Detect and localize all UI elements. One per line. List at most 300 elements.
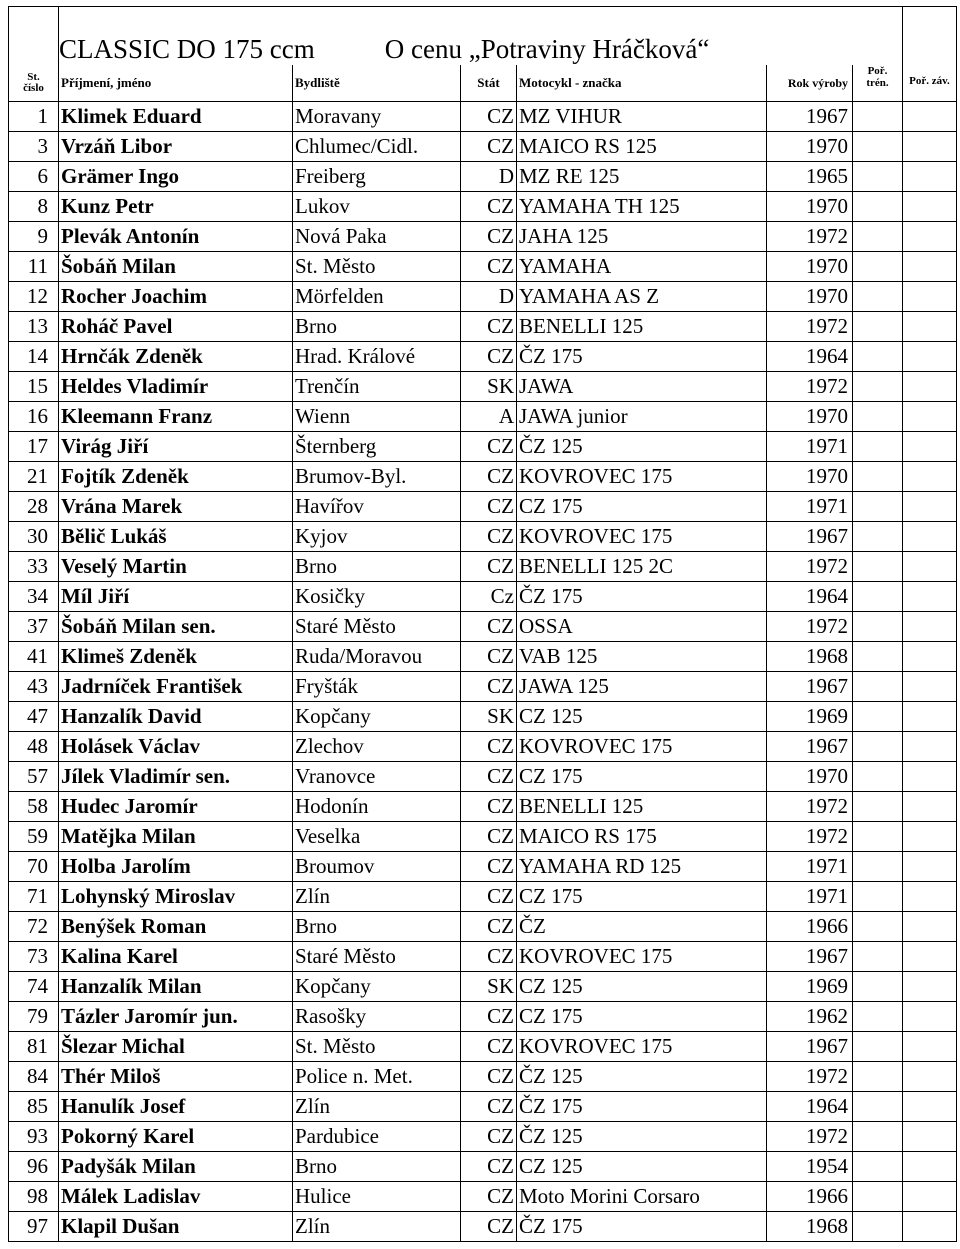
race-position-cell bbox=[903, 912, 957, 942]
year-cell: 1972 bbox=[767, 1122, 853, 1152]
rider-name-cell: Hudec Jaromír bbox=[59, 792, 293, 822]
race-position-cell bbox=[903, 1092, 957, 1122]
motorcycle-cell: CZ 125 bbox=[517, 972, 767, 1002]
start-number-cell: 6 bbox=[9, 162, 59, 192]
country-cell: CZ bbox=[461, 672, 517, 702]
start-number-cell: 57 bbox=[9, 762, 59, 792]
start-number-cell: 3 bbox=[9, 132, 59, 162]
rider-name-cell: Heldes Vladimír bbox=[59, 372, 293, 402]
country-cell: CZ bbox=[461, 762, 517, 792]
page-title: CLASSIC DO 175 ccm bbox=[59, 34, 315, 64]
start-number-cell: 71 bbox=[9, 882, 59, 912]
training-position-cell bbox=[853, 222, 903, 252]
race-position-cell bbox=[903, 942, 957, 972]
motorcycle-cell: MZ VIHUR bbox=[517, 102, 767, 132]
race-position-cell bbox=[903, 522, 957, 552]
residence-cell: Broumov bbox=[293, 852, 461, 882]
country-cell: CZ bbox=[461, 432, 517, 462]
residence-cell: Šternberg bbox=[293, 432, 461, 462]
training-position-cell bbox=[853, 942, 903, 972]
training-position-cell bbox=[853, 582, 903, 612]
residence-cell: Nová Paka bbox=[293, 222, 461, 252]
country-cell: A bbox=[461, 402, 517, 432]
race-position-cell bbox=[903, 372, 957, 402]
start-number-cell: 59 bbox=[9, 822, 59, 852]
table-row bbox=[9, 1032, 957, 1062]
start-number-cell: 9 bbox=[9, 222, 59, 252]
title-spacer-cell bbox=[9, 7, 59, 66]
year-cell: 1971 bbox=[767, 432, 853, 462]
country-cell: CZ bbox=[461, 1002, 517, 1032]
motorcycle-cell: ČZ 125 bbox=[517, 432, 767, 462]
training-position-cell bbox=[853, 672, 903, 702]
race-position-cell bbox=[903, 702, 957, 732]
start-number-cell: 34 bbox=[9, 582, 59, 612]
residence-cell: Chlumec/Cidl. bbox=[293, 132, 461, 162]
table-row bbox=[9, 792, 957, 822]
year-cell: 1967 bbox=[767, 732, 853, 762]
residence-cell: Brno bbox=[293, 312, 461, 342]
rider-name-cell: Klimeš Zdeněk bbox=[59, 642, 293, 672]
table-row bbox=[9, 762, 957, 792]
year-cell: 1972 bbox=[767, 312, 853, 342]
rider-name-cell: Veselý Martin bbox=[59, 552, 293, 582]
motorcycle-cell: BENELLI 125 bbox=[517, 312, 767, 342]
rider-name-cell: Kalina Karel bbox=[59, 942, 293, 972]
start-number-cell: 93 bbox=[9, 1122, 59, 1152]
start-number-cell: 21 bbox=[9, 462, 59, 492]
country-cell: SK bbox=[461, 372, 517, 402]
start-number-cell: 98 bbox=[9, 1182, 59, 1212]
training-position-cell bbox=[853, 492, 903, 522]
start-number-cell: 79 bbox=[9, 1002, 59, 1032]
table-row bbox=[9, 852, 957, 882]
start-number-cell: 97 bbox=[9, 1212, 59, 1242]
race-position-cell bbox=[903, 162, 957, 192]
motorcycle-cell: JAHA 125 bbox=[517, 222, 767, 252]
table-row bbox=[9, 102, 957, 132]
race-position-cell bbox=[903, 762, 957, 792]
residence-cell: Zlín bbox=[293, 1092, 461, 1122]
year-cell: 1972 bbox=[767, 1062, 853, 1092]
race-position-cell bbox=[903, 1002, 957, 1032]
rider-name-cell: Hanzalík David bbox=[59, 702, 293, 732]
year-cell: 1972 bbox=[767, 222, 853, 252]
training-position-cell bbox=[853, 342, 903, 372]
start-number-cell: 74 bbox=[9, 972, 59, 1002]
table-row bbox=[9, 672, 957, 702]
rider-name-cell: Holba Jarolím bbox=[59, 852, 293, 882]
title-end-cell bbox=[903, 7, 957, 66]
header-year: Rok výroby bbox=[767, 65, 853, 102]
year-cell: 1966 bbox=[767, 1182, 853, 1212]
table-row bbox=[9, 492, 957, 522]
header-bike: Motocykl - značka bbox=[517, 65, 767, 102]
residence-cell: Fryšták bbox=[293, 672, 461, 702]
table-row bbox=[9, 372, 957, 402]
table-row bbox=[9, 972, 957, 1002]
training-position-cell bbox=[853, 432, 903, 462]
rider-name-cell: Rocher Joachim bbox=[59, 282, 293, 312]
header-training-line1: Poř. bbox=[867, 65, 888, 77]
motorcycle-cell: KOVROVEC 175 bbox=[517, 942, 767, 972]
table-row bbox=[9, 432, 957, 462]
year-cell: 1964 bbox=[767, 582, 853, 612]
table-row bbox=[9, 402, 957, 432]
start-number-cell: 73 bbox=[9, 942, 59, 972]
race-position-cell bbox=[903, 672, 957, 702]
start-number-cell: 28 bbox=[9, 492, 59, 522]
race-position-cell bbox=[903, 102, 957, 132]
country-cell: SK bbox=[461, 972, 517, 1002]
year-cell: 1965 bbox=[767, 162, 853, 192]
race-position-cell bbox=[903, 402, 957, 432]
table-row bbox=[9, 1002, 957, 1032]
rider-name-cell: Grämer Ingo bbox=[59, 162, 293, 192]
race-position-cell bbox=[903, 222, 957, 252]
country-cell: CZ bbox=[461, 1122, 517, 1152]
motorcycle-cell: CZ 125 bbox=[517, 702, 767, 732]
title-cell bbox=[59, 7, 903, 66]
motorcycle-cell: KOVROVEC 175 bbox=[517, 732, 767, 762]
year-cell: 1972 bbox=[767, 372, 853, 402]
residence-cell: Brno bbox=[293, 1152, 461, 1182]
rider-name-cell: Šobáň Milan bbox=[59, 252, 293, 282]
training-position-cell bbox=[853, 972, 903, 1002]
residence-cell: Brumov-Byl. bbox=[293, 462, 461, 492]
rider-name-cell: Kunz Petr bbox=[59, 192, 293, 222]
residence-cell: Zlín bbox=[293, 1212, 461, 1242]
rider-name-cell: Plevák Antonín bbox=[59, 222, 293, 252]
training-position-cell bbox=[853, 852, 903, 882]
country-cell: CZ bbox=[461, 642, 517, 672]
residence-cell: Mörfelden bbox=[293, 282, 461, 312]
start-number-cell: 58 bbox=[9, 792, 59, 822]
motorcycle-cell: MAICO RS 175 bbox=[517, 822, 767, 852]
year-cell: 1967 bbox=[767, 672, 853, 702]
country-cell: CZ bbox=[461, 1062, 517, 1092]
motorcycle-cell: Moto Morini Corsaro bbox=[517, 1182, 767, 1212]
table-row bbox=[9, 552, 957, 582]
title-row bbox=[9, 7, 957, 66]
residence-cell: Hrad. Králové bbox=[293, 342, 461, 372]
residence-cell: Pardubice bbox=[293, 1122, 461, 1152]
training-position-cell bbox=[853, 1032, 903, 1062]
start-number-cell: 81 bbox=[9, 1032, 59, 1062]
motorcycle-cell: ČZ 175 bbox=[517, 1092, 767, 1122]
motorcycle-cell: YAMAHA bbox=[517, 252, 767, 282]
race-position-cell bbox=[903, 192, 957, 222]
country-cell: CZ bbox=[461, 822, 517, 852]
race-position-cell bbox=[903, 282, 957, 312]
start-number-cell: 41 bbox=[9, 642, 59, 672]
year-cell: 1969 bbox=[767, 702, 853, 732]
table-row bbox=[9, 612, 957, 642]
table-row bbox=[9, 942, 957, 972]
year-cell: 1970 bbox=[767, 462, 853, 492]
motorcycle-cell: MAICO RS 125 bbox=[517, 132, 767, 162]
start-number-cell: 70 bbox=[9, 852, 59, 882]
motorcycle-cell: ČZ 175 bbox=[517, 342, 767, 372]
year-cell: 1967 bbox=[767, 522, 853, 552]
motorcycle-cell: CZ 175 bbox=[517, 492, 767, 522]
year-cell: 1971 bbox=[767, 882, 853, 912]
residence-cell: Rasošky bbox=[293, 1002, 461, 1032]
start-number-cell: 47 bbox=[9, 702, 59, 732]
rider-name-cell: Šobáň Milan sen. bbox=[59, 612, 293, 642]
year-cell: 1972 bbox=[767, 612, 853, 642]
rider-name-cell: Lohynský Miroslav bbox=[59, 882, 293, 912]
training-position-cell bbox=[853, 1002, 903, 1032]
race-position-cell bbox=[903, 432, 957, 462]
table-row bbox=[9, 1122, 957, 1152]
country-cell: CZ bbox=[461, 252, 517, 282]
year-cell: 1970 bbox=[767, 762, 853, 792]
year-cell: 1962 bbox=[767, 1002, 853, 1032]
residence-cell: Vranovce bbox=[293, 762, 461, 792]
race-position-cell bbox=[903, 882, 957, 912]
rider-name-cell: Málek Ladislav bbox=[59, 1182, 293, 1212]
motorcycle-cell: ČZ 175 bbox=[517, 582, 767, 612]
page-subtitle: O cenu „Potraviny Hráčková“ bbox=[384, 34, 710, 64]
motorcycle-cell: KOVROVEC 175 bbox=[517, 1032, 767, 1062]
training-position-cell bbox=[853, 372, 903, 402]
training-position-cell bbox=[853, 402, 903, 432]
year-cell: 1964 bbox=[767, 342, 853, 372]
table-row bbox=[9, 702, 957, 732]
header-training-line2: trén. bbox=[866, 77, 889, 89]
country-cell: CZ bbox=[461, 1182, 517, 1212]
country-cell: D bbox=[461, 282, 517, 312]
rider-name-cell: Hanzalík Milan bbox=[59, 972, 293, 1002]
race-position-cell bbox=[903, 822, 957, 852]
table-row bbox=[9, 1062, 957, 1092]
residence-cell: Havířov bbox=[293, 492, 461, 522]
start-number-cell: 17 bbox=[9, 432, 59, 462]
year-cell: 1970 bbox=[767, 402, 853, 432]
rider-name-cell: Hrnčák Zdeněk bbox=[59, 342, 293, 372]
start-number-cell: 33 bbox=[9, 552, 59, 582]
race-position-cell bbox=[903, 792, 957, 822]
year-cell: 1972 bbox=[767, 822, 853, 852]
country-cell: CZ bbox=[461, 882, 517, 912]
race-position-cell bbox=[903, 312, 957, 342]
training-position-cell bbox=[853, 642, 903, 672]
rider-name-cell: Kleemann Franz bbox=[59, 402, 293, 432]
rider-name-cell: Matějka Milan bbox=[59, 822, 293, 852]
year-cell: 1971 bbox=[767, 852, 853, 882]
residence-cell: Moravany bbox=[293, 102, 461, 132]
training-position-cell bbox=[853, 882, 903, 912]
country-cell: CZ bbox=[461, 192, 517, 222]
race-position-cell bbox=[903, 1062, 957, 1092]
entry-table bbox=[8, 6, 957, 1242]
residence-cell: Staré Město bbox=[293, 942, 461, 972]
residence-cell: Police n. Met. bbox=[293, 1062, 461, 1092]
rider-name-cell: Thér Miloš bbox=[59, 1062, 293, 1092]
race-position-cell bbox=[903, 1182, 957, 1212]
start-number-cell: 14 bbox=[9, 342, 59, 372]
table-row bbox=[9, 642, 957, 672]
rider-name-cell: Roháč Pavel bbox=[59, 312, 293, 342]
training-position-cell bbox=[853, 552, 903, 582]
year-cell: 1970 bbox=[767, 282, 853, 312]
residence-cell: Zlechov bbox=[293, 732, 461, 762]
table-row bbox=[9, 342, 957, 372]
country-cell: CZ bbox=[461, 1092, 517, 1122]
training-position-cell bbox=[853, 1152, 903, 1182]
rider-name-cell: Klimek Eduard bbox=[59, 102, 293, 132]
header-row bbox=[9, 65, 957, 102]
year-cell: 1964 bbox=[767, 1092, 853, 1122]
header-race-position: Poř. záv. bbox=[903, 65, 957, 102]
table-row bbox=[9, 582, 957, 612]
rider-name-cell: Šlezar Michal bbox=[59, 1032, 293, 1062]
country-cell: CZ bbox=[461, 222, 517, 252]
motorcycle-cell: JAWA bbox=[517, 372, 767, 402]
country-cell: CZ bbox=[461, 852, 517, 882]
country-cell: CZ bbox=[461, 132, 517, 162]
table-row bbox=[9, 912, 957, 942]
start-number-cell: 96 bbox=[9, 1152, 59, 1182]
residence-cell: Kopčany bbox=[293, 702, 461, 732]
country-cell: CZ bbox=[461, 522, 517, 552]
year-cell: 1967 bbox=[767, 1032, 853, 1062]
race-position-cell bbox=[903, 582, 957, 612]
year-cell: 1970 bbox=[767, 132, 853, 162]
training-position-cell bbox=[853, 1062, 903, 1092]
rider-name-cell: Jadrníček František bbox=[59, 672, 293, 702]
residence-cell: Freiberg bbox=[293, 162, 461, 192]
residence-cell: St. Město bbox=[293, 1032, 461, 1062]
rider-name-cell: Padyšák Milan bbox=[59, 1152, 293, 1182]
race-position-cell bbox=[903, 252, 957, 282]
start-number-cell: 30 bbox=[9, 522, 59, 552]
training-position-cell bbox=[853, 462, 903, 492]
year-cell: 1970 bbox=[767, 252, 853, 282]
year-cell: 1969 bbox=[767, 972, 853, 1002]
motorcycle-cell: JAWA junior bbox=[517, 402, 767, 432]
motorcycle-cell: VAB 125 bbox=[517, 642, 767, 672]
start-number-cell: 37 bbox=[9, 612, 59, 642]
table-row bbox=[9, 252, 957, 282]
training-position-cell bbox=[853, 252, 903, 282]
start-number-cell: 1 bbox=[9, 102, 59, 132]
country-cell: CZ bbox=[461, 732, 517, 762]
motorcycle-cell: ČZ 125 bbox=[517, 1122, 767, 1152]
country-cell: CZ bbox=[461, 342, 517, 372]
header-training-position bbox=[853, 65, 903, 102]
race-position-cell bbox=[903, 1122, 957, 1152]
year-cell: 1967 bbox=[767, 942, 853, 972]
motorcycle-cell: KOVROVEC 175 bbox=[517, 522, 767, 552]
start-number-cell: 48 bbox=[9, 732, 59, 762]
start-number-cell: 43 bbox=[9, 672, 59, 702]
country-cell: CZ bbox=[461, 552, 517, 582]
race-position-cell bbox=[903, 642, 957, 672]
training-position-cell bbox=[853, 1182, 903, 1212]
year-cell: 1971 bbox=[767, 492, 853, 522]
header-city: Bydliště bbox=[293, 65, 461, 102]
motorcycle-cell: YAMAHA TH 125 bbox=[517, 192, 767, 222]
rider-name-cell: Fojtík Zdeněk bbox=[59, 462, 293, 492]
start-number-cell: 13 bbox=[9, 312, 59, 342]
race-position-cell bbox=[903, 492, 957, 522]
table-row bbox=[9, 522, 957, 552]
rider-name-cell: Klapil Dušan bbox=[59, 1212, 293, 1242]
rider-name-cell: Benýšek Roman bbox=[59, 912, 293, 942]
header-start-number-line1: St. bbox=[27, 71, 40, 83]
motorcycle-cell: KOVROVEC 175 bbox=[517, 462, 767, 492]
residence-cell: Ruda/Moravou bbox=[293, 642, 461, 672]
training-position-cell bbox=[853, 732, 903, 762]
training-position-cell bbox=[853, 522, 903, 552]
country-cell: CZ bbox=[461, 1032, 517, 1062]
start-number-cell: 15 bbox=[9, 372, 59, 402]
motorcycle-cell: BENELLI 125 bbox=[517, 792, 767, 822]
start-number-cell: 11 bbox=[9, 252, 59, 282]
race-position-cell bbox=[903, 972, 957, 1002]
start-number-cell: 85 bbox=[9, 1092, 59, 1122]
residence-cell: Lukov bbox=[293, 192, 461, 222]
training-position-cell bbox=[853, 1212, 903, 1242]
motorcycle-cell: YAMAHA RD 125 bbox=[517, 852, 767, 882]
year-cell: 1967 bbox=[767, 102, 853, 132]
training-position-cell bbox=[853, 612, 903, 642]
rider-name-cell: Holásek Václav bbox=[59, 732, 293, 762]
country-cell: SK bbox=[461, 702, 517, 732]
motorcycle-cell: CZ 125 bbox=[517, 1152, 767, 1182]
table-row bbox=[9, 1152, 957, 1182]
table-row bbox=[9, 312, 957, 342]
start-number-cell: 12 bbox=[9, 282, 59, 312]
residence-cell: Staré Město bbox=[293, 612, 461, 642]
training-position-cell bbox=[853, 912, 903, 942]
rider-name-cell: Vrána Marek bbox=[59, 492, 293, 522]
start-number-cell: 8 bbox=[9, 192, 59, 222]
country-cell: CZ bbox=[461, 492, 517, 522]
table-row bbox=[9, 1092, 957, 1122]
country-cell: D bbox=[461, 162, 517, 192]
rider-name-cell: Tázler Jaromír jun. bbox=[59, 1002, 293, 1032]
residence-cell: St. Město bbox=[293, 252, 461, 282]
header-name: Příjmení, jméno bbox=[59, 65, 293, 102]
table-row bbox=[9, 192, 957, 222]
header-start-number-line2: číslo bbox=[23, 82, 44, 94]
table-row bbox=[9, 222, 957, 252]
rider-name-cell: Virág Jiří bbox=[59, 432, 293, 462]
header-state: Stát bbox=[461, 65, 517, 102]
race-position-cell bbox=[903, 732, 957, 762]
motorcycle-cell: YAMAHA AS Z bbox=[517, 282, 767, 312]
residence-cell: Veselka bbox=[293, 822, 461, 852]
training-position-cell bbox=[853, 132, 903, 162]
year-cell: 1954 bbox=[767, 1152, 853, 1182]
start-number-cell: 16 bbox=[9, 402, 59, 432]
table-row bbox=[9, 882, 957, 912]
residence-cell: Kyjov bbox=[293, 522, 461, 552]
table-row bbox=[9, 732, 957, 762]
table-row bbox=[9, 162, 957, 192]
race-position-cell bbox=[903, 342, 957, 372]
start-number-cell: 72 bbox=[9, 912, 59, 942]
country-cell: CZ bbox=[461, 102, 517, 132]
table-row bbox=[9, 282, 957, 312]
residence-cell: Brno bbox=[293, 552, 461, 582]
training-position-cell bbox=[853, 1122, 903, 1152]
training-position-cell bbox=[853, 702, 903, 732]
training-position-cell bbox=[853, 192, 903, 222]
